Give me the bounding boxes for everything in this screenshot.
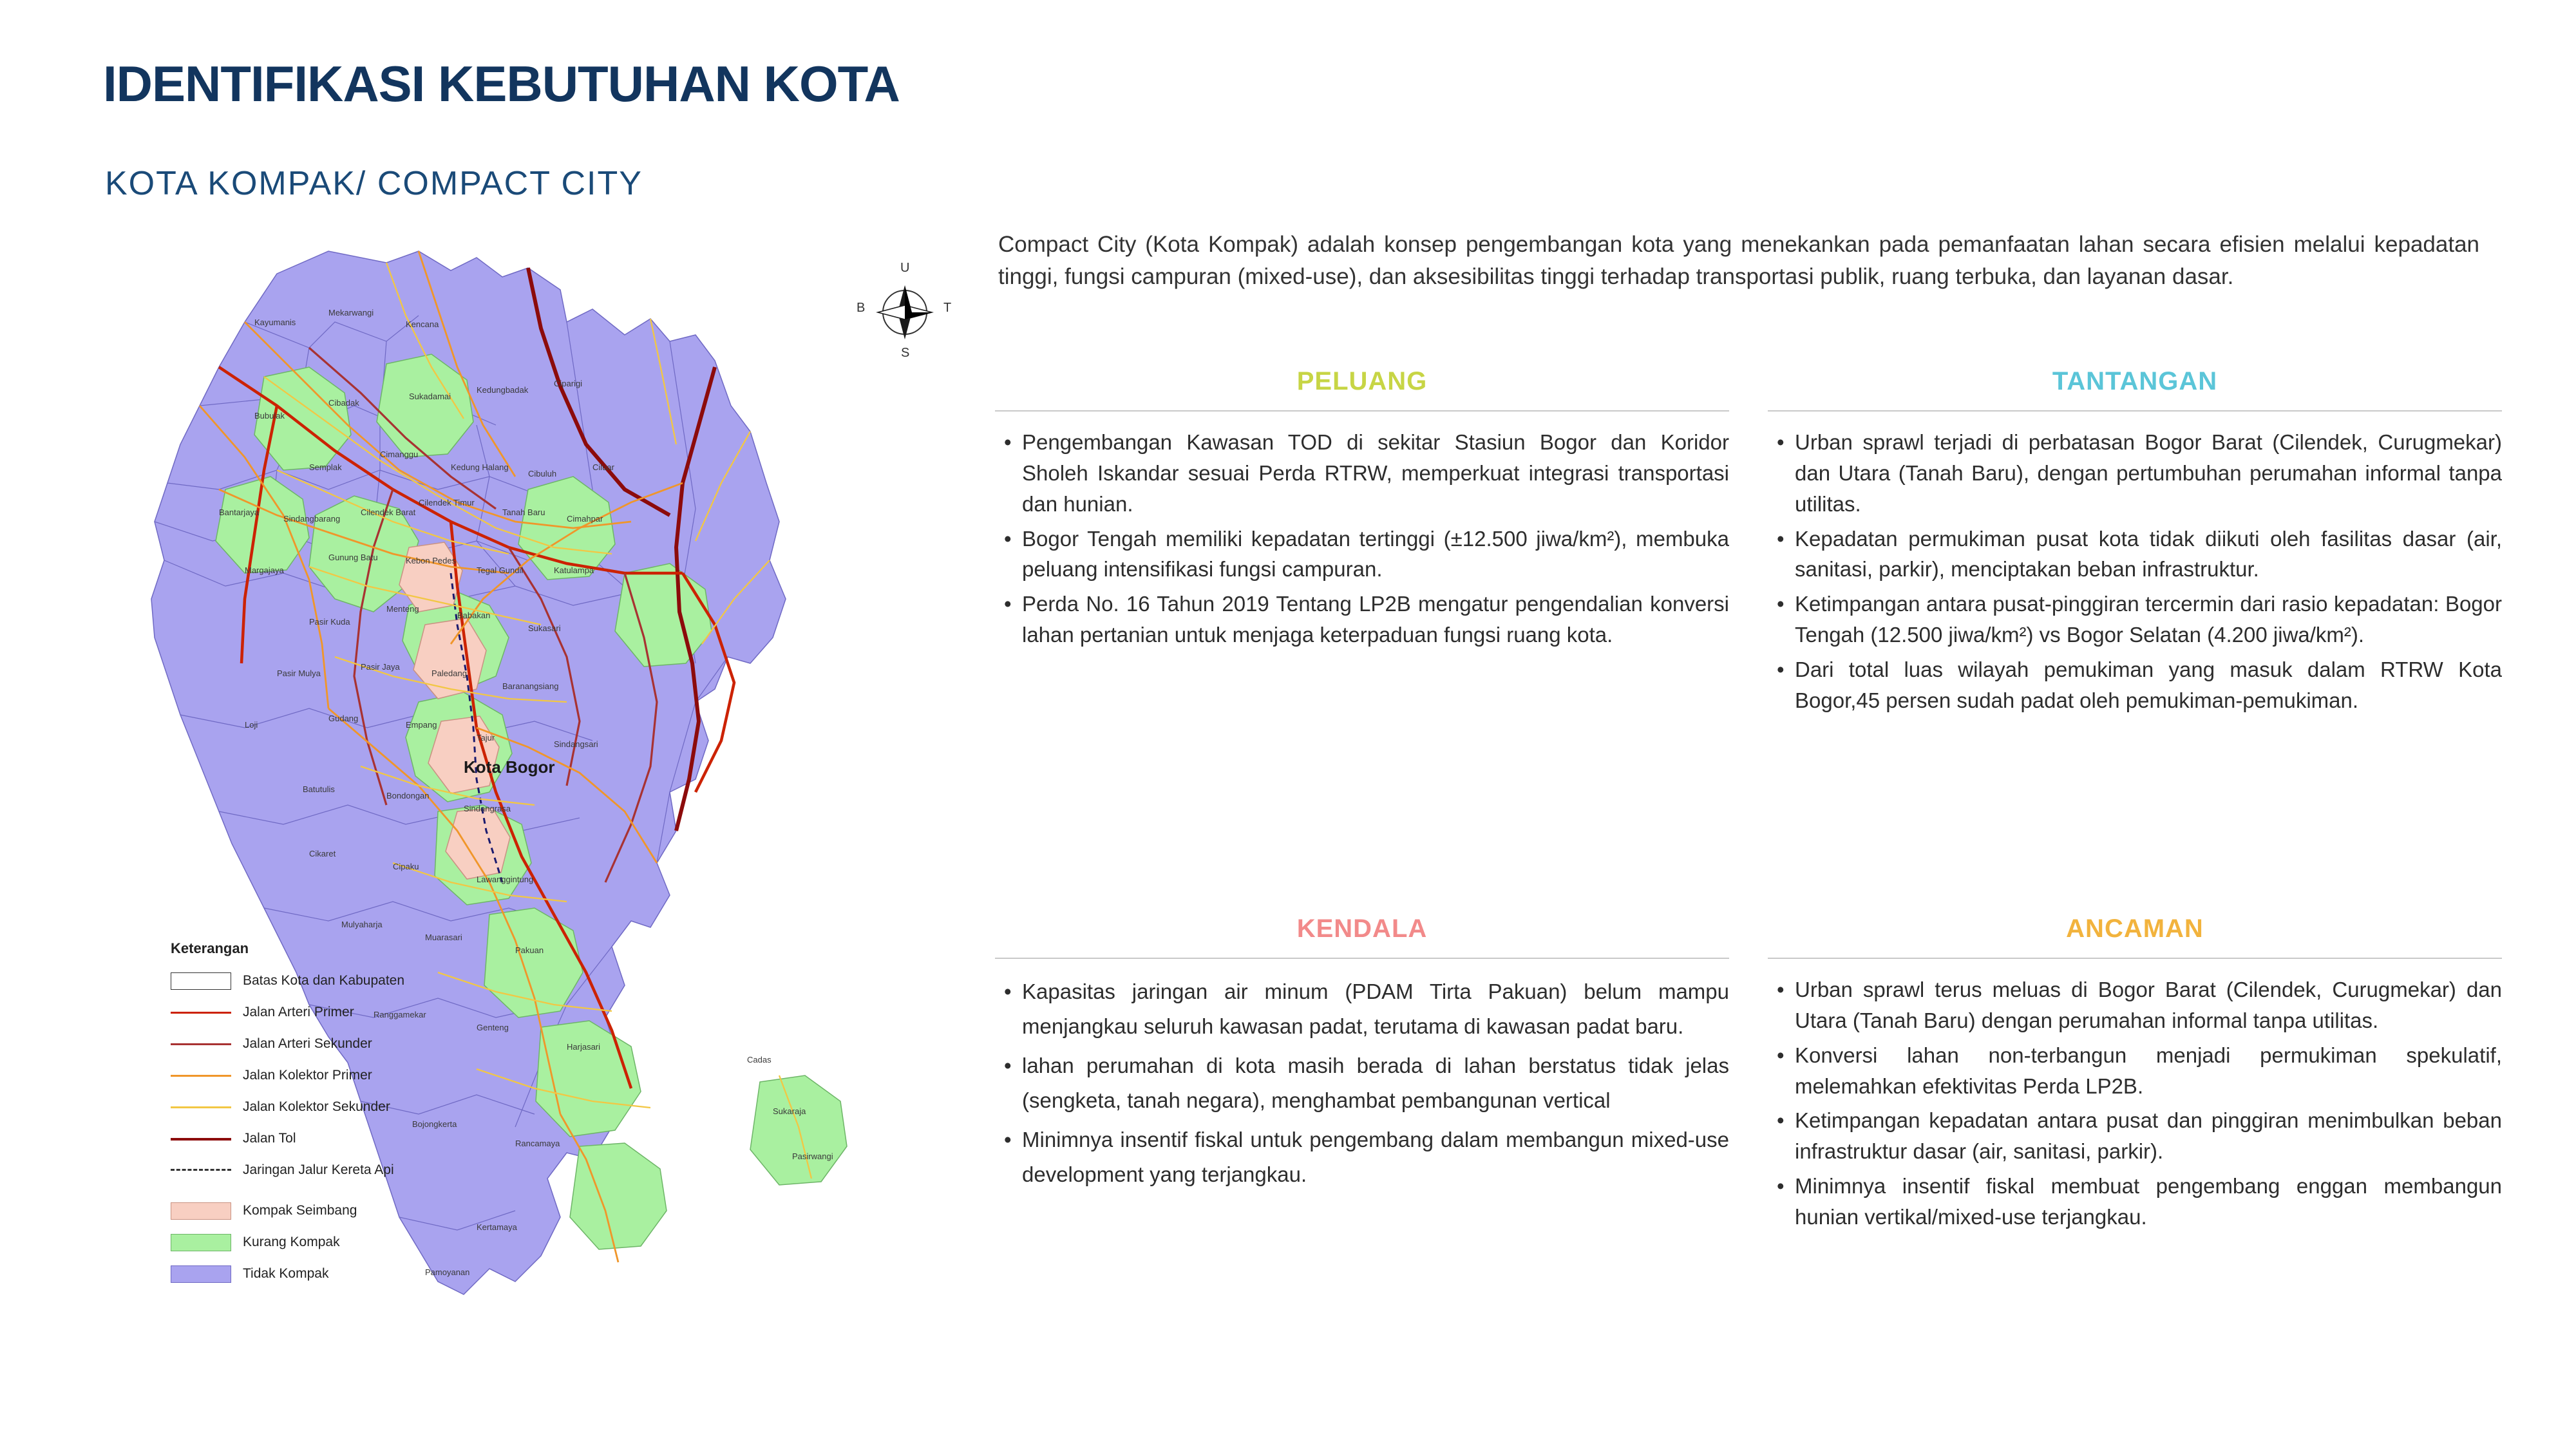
svg-text:Ciluar: Ciluar xyxy=(592,462,614,472)
quadrant-tantangan xyxy=(1768,367,2502,720)
list-item: • Konversi lahan non-terbangun menjadi permukiman spekulatif, melemahkan efektivitas Perda LP2B. xyxy=(1795,1040,2502,1102)
svg-text:Muarasari: Muarasari xyxy=(425,933,462,942)
svg-text:Kayumanis: Kayumanis xyxy=(254,317,296,327)
quadrant-peluang-body xyxy=(995,427,1729,650)
svg-text:Gunung Batu: Gunung Batu xyxy=(328,553,378,562)
svg-text:Sukasari: Sukasari xyxy=(528,623,561,633)
list-item: • Urban sprawl terus meluas di Bogor Barat (Cilendek, Curugmekar) dan Utara (Tanah Baru) dengan perumahan informal tanpa utilitas. xyxy=(1795,974,2502,1036)
legend-label: Kurang Kompak xyxy=(243,1234,340,1249)
svg-text:Pakuan: Pakuan xyxy=(515,945,544,955)
svg-text:Tegal Gundil: Tegal Gundil xyxy=(477,565,524,575)
page-subtitle: KOTA KOMPAK/ COMPACT CITY xyxy=(105,165,643,202)
svg-text:Cibadak: Cibadak xyxy=(328,398,359,408)
list-item: • Urban sprawl terjadi di perbatasan Bogor Barat (Cilendek, Curugmekar) dan Utara (Tanah Baru), dengan pertumbuhan perumahan informal tanpa utilitas. xyxy=(1795,427,2502,520)
legend-item-arteri-sekunder xyxy=(171,1028,448,1059)
legend-label: Jaringan Jalur Kereta Api xyxy=(243,1162,394,1177)
svg-text:Kebon Pedes: Kebon Pedes xyxy=(406,556,457,565)
svg-text:Kertamaya: Kertamaya xyxy=(477,1222,517,1232)
quadrant-ancaman-body xyxy=(1768,974,2502,1233)
svg-text:Semplak: Semplak xyxy=(309,462,342,472)
legend-swatch-line xyxy=(171,1099,231,1115)
legend-item-kereta-api xyxy=(171,1154,448,1186)
quadrant-peluang-title: PELUANG xyxy=(995,367,1729,412)
svg-text:Cikaret: Cikaret xyxy=(309,849,336,858)
svg-text:Kedungbadak: Kedungbadak xyxy=(477,385,529,395)
legend-label: Jalan Kolektor Primer xyxy=(243,1067,372,1083)
list-item: • Kapasitas jaringan air minum (PDAM Tirta Pakuan) belum mampu menjangkau seluruh kawasan padat, terutama di kawasan padat baru. xyxy=(1022,974,1729,1045)
list-item: • lahan perumahan di kota masih berada di lahan berstatus tidak jelas (sengketa, tanah negara), menghambat pembangunan vertical xyxy=(1022,1048,1729,1119)
compass-south-label: S xyxy=(901,346,910,360)
svg-text:Menteng: Menteng xyxy=(386,604,419,614)
legend-swatch-line xyxy=(171,1067,231,1084)
svg-text:Cilendek Timur: Cilendek Timur xyxy=(419,498,475,507)
svg-text:Bubulak: Bubulak xyxy=(254,411,285,421)
svg-text:Pamoyanan: Pamoyanan xyxy=(425,1267,470,1277)
legend-label: Tidak Kompak xyxy=(243,1265,329,1281)
svg-text:Pasir Jaya: Pasir Jaya xyxy=(361,662,400,672)
svg-text:Bojongkerta: Bojongkerta xyxy=(412,1119,457,1129)
quadrant-ancaman xyxy=(1768,914,2502,1236)
legend-swatch-box xyxy=(171,1234,231,1251)
legend-label: Jalan Arteri Primer xyxy=(243,1004,354,1019)
list-item: • Dari total luas wilayah pemukiman yang masuk dalam RTRW Kota Bogor,45 persen sudah padat oleh pemukiman-pemukiman. xyxy=(1795,654,2502,716)
legend-item-batas-kota xyxy=(171,965,448,996)
legend-title: Keterangan xyxy=(171,940,249,956)
quadrant-peluang xyxy=(995,367,1729,654)
legend-swatch-line xyxy=(171,1130,231,1147)
legend-swatch-dash xyxy=(171,1162,231,1179)
legend-label: Kompak Seimbang xyxy=(243,1202,357,1218)
list-item: • Kepadatan permukiman pusat kota tidak diikuti oleh fasilitas dasar (air, sanitasi, parkir), menciptakan beban infrastruktur. xyxy=(1795,524,2502,585)
list-item: • Minimnya insentif fiskal membuat pengembang enggan membangun hunian vertikal/mixed-use terjangkau. xyxy=(1795,1171,2502,1233)
map-legend xyxy=(171,940,448,1289)
svg-text:Sukaraja: Sukaraja xyxy=(773,1106,806,1116)
svg-text:Cimahpar: Cimahpar xyxy=(567,514,603,524)
svg-text:Cilendek Barat: Cilendek Barat xyxy=(361,507,416,517)
svg-text:Baranangsiang: Baranangsiang xyxy=(502,681,559,691)
svg-text:Cipaku: Cipaku xyxy=(393,862,419,871)
legend-item-kolektor-primer xyxy=(171,1059,448,1091)
intro-paragraph: Compact City (Kota Kompak) adalah konsep pengembangan kota yang menekankan pada pemanfaatan lahan secara efisien melalui kepadatan tinggi, fungsi campuran (mixed-use), dan aksesibilitas tinggi terhadap transportasi publik, ruang terbuka, dan layanan dasar. xyxy=(998,232,2479,289)
svg-text:Bantarjaya: Bantarjaya xyxy=(219,507,260,517)
svg-text:Mekarwangi: Mekarwangi xyxy=(328,308,374,317)
svg-text:Ranggamekar: Ranggamekar xyxy=(374,1010,426,1019)
quadrant-tantangan-body xyxy=(1768,427,2502,716)
svg-text:Sukadamai: Sukadamai xyxy=(409,392,451,401)
legend-swatch-box xyxy=(171,1202,231,1219)
quadrant-kendala-title: KENDALA xyxy=(995,914,1729,959)
svg-text:Katulampa: Katulampa xyxy=(554,565,594,575)
compass-east-label: T xyxy=(943,301,952,315)
svg-text:Sindangrasa: Sindangrasa xyxy=(464,804,511,813)
svg-text:Rancamaya: Rancamaya xyxy=(515,1139,560,1148)
quadrant-kendala xyxy=(995,914,1729,1197)
legend-swatch-box xyxy=(171,972,231,989)
legend-label: Jalan Arteri Sekunder xyxy=(243,1036,372,1051)
svg-text:Tajur: Tajur xyxy=(477,733,495,743)
svg-text:Batutulis: Batutulis xyxy=(303,784,335,794)
svg-text:Paledang: Paledang xyxy=(431,668,467,678)
legend-swatch-box xyxy=(171,1265,231,1282)
list-item: • Minimnya insentif fiskal untuk pengembang dalam membangun mixed-use development yang terjangkau. xyxy=(1022,1122,1729,1193)
quadrant-ancaman-title: ANCAMAN xyxy=(1768,914,2502,959)
svg-text:Sindangbarang: Sindangbarang xyxy=(283,514,341,524)
compass-rose xyxy=(857,261,953,364)
svg-text:Ciparigi: Ciparigi xyxy=(554,379,583,388)
map-panel xyxy=(116,213,979,1410)
svg-text:Cadas: Cadas xyxy=(747,1055,772,1065)
legend-label: Jalan Tol xyxy=(243,1130,296,1146)
svg-text:Genteng: Genteng xyxy=(477,1023,509,1032)
svg-text:Margajaya: Margajaya xyxy=(245,565,284,575)
svg-text:Tanah Baru: Tanah Baru xyxy=(502,507,545,517)
map-city-label: Kota Bogor xyxy=(464,757,555,777)
list-item: • Ketimpangan kepadatan antara pusat dan pinggiran menimbulkan beban infrastruktur dasar (air, sanitasi, parkir). xyxy=(1795,1105,2502,1167)
svg-text:Harjasari: Harjasari xyxy=(567,1042,601,1052)
compass-west-label: B xyxy=(857,301,866,315)
svg-text:Bondongan: Bondongan xyxy=(386,791,430,800)
svg-text:Loji: Loji xyxy=(245,720,258,730)
list-item: • Bogor Tengah memiliki kepadatan tertinggi (±12.500 jiwa/km²), membuka peluang intensifikasi fungsi campuran. xyxy=(1022,524,1729,585)
list-item: • Ketimpangan antara pusat-pinggiran tercermin dari rasio kepadatan: Bogor Tengah (12.500 jiwa/km²) vs Bogor Selatan (4.200 jiwa/km²). xyxy=(1795,589,2502,650)
legend-item-kompak-seimbang xyxy=(171,1195,448,1226)
svg-text:Mulyaharja: Mulyaharja xyxy=(341,920,383,929)
list-item: • Perda No. 16 Tahun 2019 Tentang LP2B mengatur pengendalian konversi lahan pertanian untuk menjaga keterpaduan fungsi ruang kota. xyxy=(1022,589,1729,650)
page-title: IDENTIFIKASI KEBUTUHAN KOTA xyxy=(103,55,900,112)
legend-label: Jalan Kolektor Sekunder xyxy=(243,1099,390,1114)
svg-text:Kencana: Kencana xyxy=(406,319,439,329)
legend-item-tidak-kompak xyxy=(171,1258,448,1289)
legend-swatch-line xyxy=(171,1036,231,1052)
svg-text:Kedung Halang: Kedung Halang xyxy=(451,462,509,472)
svg-text:Babakan: Babakan xyxy=(457,611,491,620)
svg-text:Empang: Empang xyxy=(406,720,437,730)
legend-item-kolektor-sekunder xyxy=(171,1091,448,1122)
svg-text:Pasir Kuda: Pasir Kuda xyxy=(309,617,350,627)
svg-text:Gudang: Gudang xyxy=(328,714,359,723)
svg-text:Pasirwangi: Pasirwangi xyxy=(792,1151,833,1161)
svg-text:Cibuluh: Cibuluh xyxy=(528,469,557,478)
legend-item-kurang-kompak xyxy=(171,1226,448,1258)
legend-item-arteri-primer xyxy=(171,996,448,1028)
legend-swatch-line xyxy=(171,1004,231,1021)
svg-text:Pasir Mulya: Pasir Mulya xyxy=(277,668,321,678)
legend-label: Batas Kota dan Kabupaten xyxy=(243,972,405,988)
compass-north-label: U xyxy=(900,261,910,275)
quadrant-tantangan-title: TANTANGAN xyxy=(1768,367,2502,412)
svg-text:Lawanggintung: Lawanggintung xyxy=(477,875,534,884)
list-item: • Pengembangan Kawasan TOD di sekitar Stasiun Bogor dan Koridor Sholeh Iskandar sesuai Perda RTRW, memperkuat integrasi transportasi dan hunian. xyxy=(1022,427,1729,520)
quadrant-kendala-body xyxy=(995,974,1729,1193)
svg-text:Sindangsari: Sindangsari xyxy=(554,739,598,749)
svg-text:Cimanggu: Cimanggu xyxy=(380,450,419,459)
legend-item-jalan-tol xyxy=(171,1122,448,1154)
